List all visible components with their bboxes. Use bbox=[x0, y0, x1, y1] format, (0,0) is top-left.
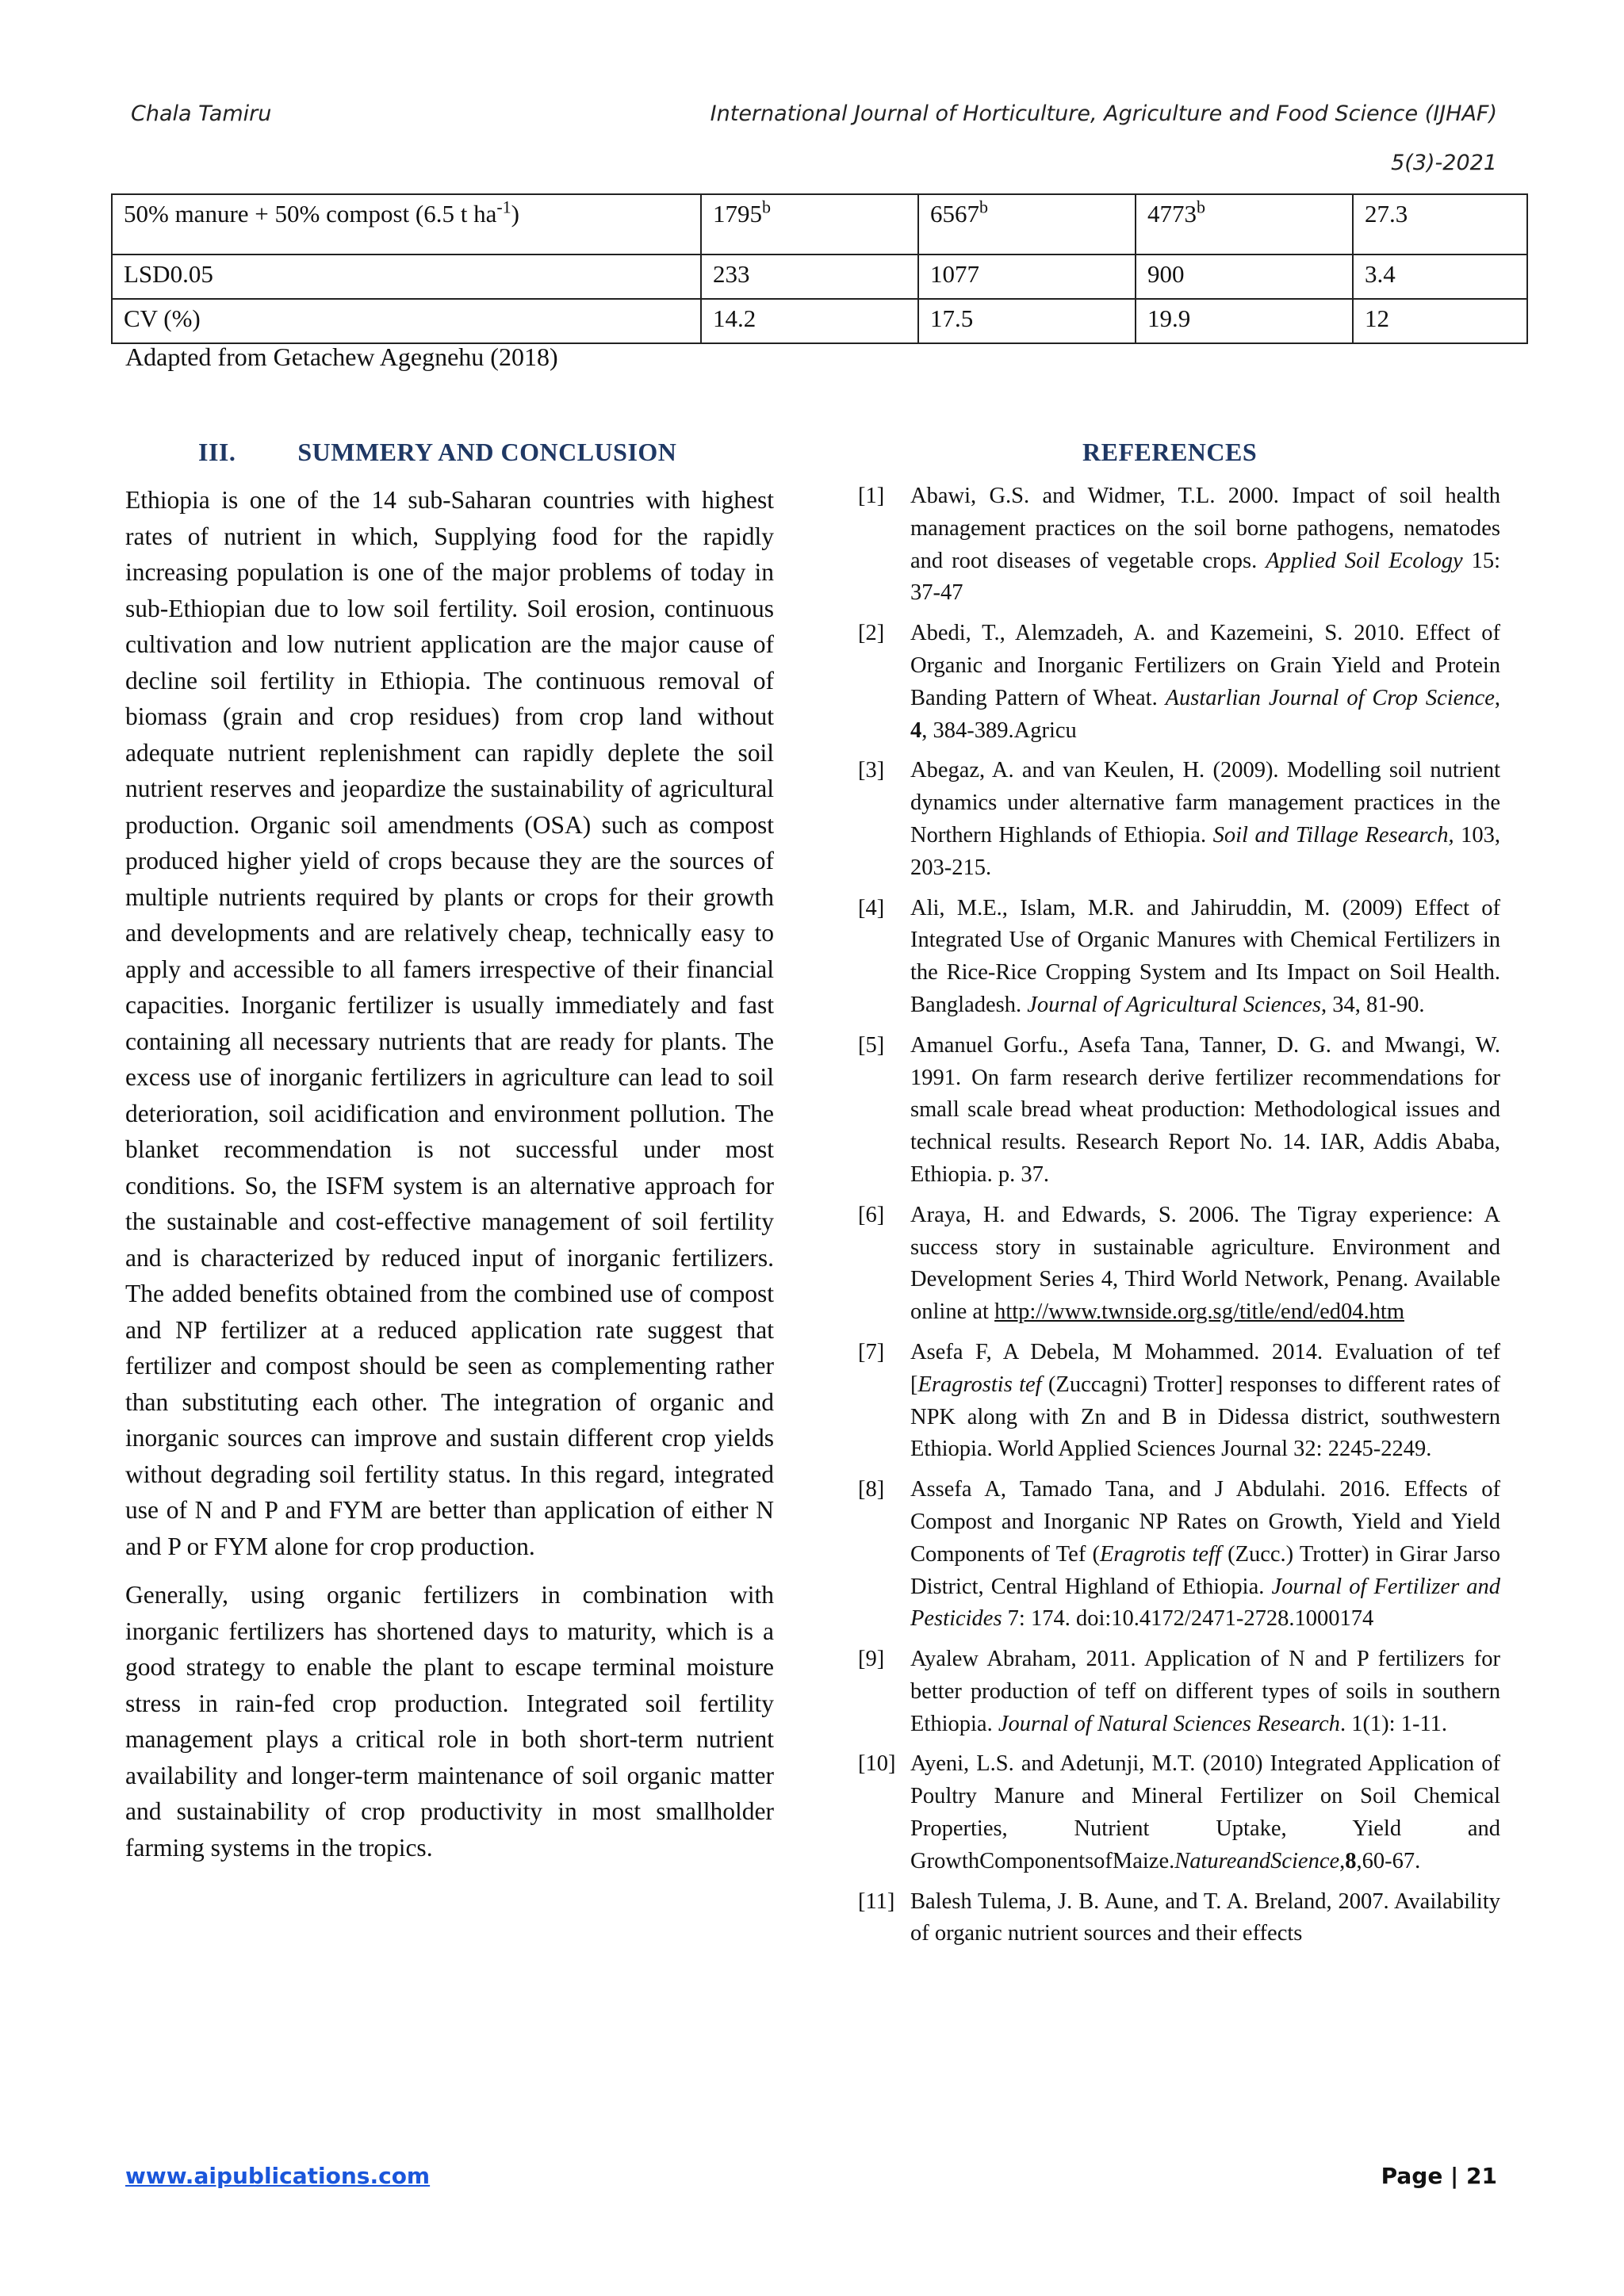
table-cell: 12 bbox=[1353, 299, 1527, 343]
reference-text: Ayeni, L.S. and Adetunji, M.T. (2010) Integrated Application of Poultry Manure and Mineral Fertilizer on Soil Chemical Properties, Nutrient Uptake, Yield and GrowthComponentsofMaize. bbox=[910, 1751, 1500, 1873]
table-row bbox=[112, 299, 1527, 343]
reference-item bbox=[858, 618, 1500, 747]
section-heading-references: REFERENCES bbox=[1082, 438, 1258, 466]
reference-text: NatureandScience bbox=[1174, 1848, 1340, 1873]
table-cell: 14.2 bbox=[701, 299, 918, 343]
footer-website-link[interactable]: www.aipublications.com bbox=[125, 2163, 431, 2189]
summary-body bbox=[125, 482, 774, 1878]
reference-text: (Zuccagni) Trotter] responses to different rates of NPK along with Zn and B in Didessa district, southwestern Ethiopia. World Applied Sciences Journal 32: 2245-2249. bbox=[910, 1372, 1500, 1462]
running-header-journal: International Journal of Horticulture, Agriculture and Food Science (IJHAF) bbox=[710, 101, 1497, 126]
reference-text: Abegaz, A. and van Keulen, H. (2009). Modelling soil nutrient dynamics under alternative farm management practices in the Northern Highlands of Ethiopia. bbox=[910, 758, 1500, 848]
table-cell: 27.3 bbox=[1353, 194, 1527, 254]
reference-text: , bbox=[1494, 685, 1500, 710]
body-paragraph: Generally, using organic fertilizers in combination with inorganic fertilizers has shortened days to maturity, which is a good strategy to enable the plant to escape terminal moisture stress in rain-fed crop production. Integrated soil fertility management plays a critical role in both short-term nutrient availability and longer-term maintenance of soil organic matter and sustainability of crop productivity in most smallholder farming systems in the tropics. bbox=[125, 1581, 774, 1862]
section-heading-summary bbox=[198, 438, 676, 467]
reference-text: Austarlian Journal of Crop Science bbox=[1165, 685, 1495, 710]
reference-text: Applied Soil Ecology bbox=[1266, 548, 1463, 573]
table-cell: 6567$^b$ bbox=[918, 194, 1136, 254]
reference-item bbox=[858, 1030, 1500, 1192]
reference-item bbox=[858, 1886, 1500, 1951]
table-cell: LSD0.05 bbox=[112, 254, 701, 299]
reference-number: [8] bbox=[858, 1477, 885, 1502]
table-cell: 3.4 bbox=[1353, 254, 1527, 299]
reference-text: Ayalew Abraham, 2011. Application of N and P fertilizers for better production of teff on different types of soils in southern Ethiopia. bbox=[910, 1647, 1500, 1736]
reference-text: 103, 203-215. bbox=[910, 822, 1500, 880]
table-cell: 1077 bbox=[918, 254, 1136, 299]
table-row bbox=[112, 254, 1527, 299]
results-table bbox=[111, 193, 1528, 344]
reference-text: Soil and Tillage Research, bbox=[1212, 822, 1454, 848]
reference-text: , 384-389.Agricu bbox=[921, 718, 1077, 743]
table-cell: 50% manure + 50% compost (6.5 t $ha^{-1}$) bbox=[112, 194, 701, 254]
table-cell: 233 bbox=[701, 254, 918, 299]
reference-number: [11] bbox=[858, 1888, 895, 1914]
table-cell: 17.5 bbox=[918, 299, 1136, 343]
reference-text: Ali, M.E., Islam, M.R. and Jahiruddin, M. (2009) Effect of Integrated Use of Organic Manures with Chemical Fertilizers in the Rice-Rice Cropping System and Its Impact on Soil Health. Bangladesh. bbox=[910, 895, 1500, 1017]
reference-item bbox=[858, 1200, 1500, 1329]
reference-text: Journal of Natural Sciences Research bbox=[998, 1711, 1340, 1736]
reference-text: Balesh Tulema, J. B. Aune, and T. A. Breland, 2007. Availability of organic nutrient sources and their effects bbox=[910, 1888, 1500, 1946]
reference-number: [2] bbox=[858, 621, 885, 646]
table-cell: 900 bbox=[1136, 254, 1353, 299]
reference-item bbox=[858, 755, 1500, 884]
reference-text: 7: 174. doi:10.4172/2471-2728.1000174 bbox=[1002, 1606, 1374, 1632]
reference-text: Abedi, T., Alemzadeh, A. and Kazemeini, S. 2010. Effect of Organic and Inorganic Fertilizers on Grain Yield and Protein Banding Pattern of Wheat. bbox=[910, 621, 1500, 710]
running-header-author: Chala Tamiru bbox=[131, 101, 272, 126]
reference-link[interactable]: http://www.twnside.org.sg/title/end/ed04.htm bbox=[994, 1299, 1404, 1325]
reference-text: Eragrotis teff bbox=[1100, 1541, 1221, 1567]
reference-item bbox=[858, 1644, 1500, 1740]
reference-text: ,60-67. bbox=[1356, 1848, 1421, 1873]
reference-number: [10] bbox=[858, 1751, 896, 1777]
reference-number: [6] bbox=[858, 1202, 885, 1227]
reference-text: 4 bbox=[910, 718, 922, 743]
reference-item bbox=[858, 480, 1500, 610]
reference-text: , 34, 81-90. bbox=[1320, 992, 1425, 1017]
reference-number: [4] bbox=[858, 895, 885, 920]
table-source-note: Adapted from Getachew Agegnehu (2018) bbox=[125, 342, 558, 371]
reference-number: [5] bbox=[858, 1032, 885, 1058]
reference-item bbox=[858, 1474, 1500, 1636]
reference-item bbox=[858, 1337, 1500, 1466]
reference-text: , bbox=[1339, 1848, 1346, 1873]
reference-text: . 1(1): 1-11. bbox=[1339, 1711, 1448, 1736]
reference-text: Journal of Agricultural Sciences bbox=[1027, 992, 1321, 1017]
reference-text: Eragrostis tef bbox=[917, 1372, 1042, 1397]
reference-list bbox=[858, 480, 1500, 1958]
reference-number: [7] bbox=[858, 1339, 885, 1364]
table-cell: 19.9 bbox=[1136, 299, 1353, 343]
reference-item bbox=[858, 1748, 1500, 1877]
table-cell: 4773$^b$ bbox=[1136, 194, 1353, 254]
reference-text: Asefa F, A Debela, M Mohammed. 2014. Evaluation of tef [ bbox=[910, 1339, 1500, 1397]
reference-text: Abawi, G.S. and Widmer, T.L. 2000. Impact of soil health management practices on the soil borne pathogens, nematodes and root diseases of vegetable crops. bbox=[910, 484, 1500, 573]
reference-item bbox=[858, 893, 1500, 1022]
reference-text: 15: 37-47 bbox=[910, 548, 1501, 606]
reference-text: Amanuel Gorfu., Asefa Tana, Tanner, D. G. and Mwangi, W. 1991. On farm research derive fertilizer recommendations for small scale bread wheat production: Methodological issues and technical results. Research Report No. 14. IAR, Addis Ababa, Ethiopia. p. 37. bbox=[910, 1032, 1500, 1187]
table-cell: 1795$^b$ bbox=[701, 194, 918, 254]
reference-number: [9] bbox=[858, 1647, 885, 1672]
reference-text: Assefa A, Tamado Tana, and J Abdulahi. 2016. Effects of Compost and Inorganic NP Rates on Growth, Yield and Yield Components of Tef ( bbox=[910, 1477, 1500, 1567]
body-paragraph: Ethiopia is one of the 14 sub-Saharan countries with highest rates of nutrient in which, Supplying food for the rapidly increasing population is one of the major problems of today in sub-Ethiopian due to low soil fertility. Soil erosion, continuous cultivation and low nutrient application are the major cause of decline soil fertility in Ethiopia. The continuous removal of biomass (grain and crop residues) from crop land without adequate nutrient replenishment can rapidly deplete the soil nutrient reserves and jeopardize the sustainability of agricultural production. Organic soil amendments (OSA) such as compost produced higher yield of crops because they are the sources of multiple nutrients required by plants or crops for their growth and developments and are relatively cheap, technically easy to apply and accessible to all famers irrespective of their financial capacities. Inorganic fertilizer is usually immediately and fast containing all necessary nutrients that are ready for plants. The excess use of inorganic fertilizers in agriculture can lead to soil deterioration, soil acidification and environment pollution. The blanket recommendation is not successful under most conditions. So, the ISFM system is an alternative approach for the sustainable and cost-effective management of soil fertility and is characterized by reduced input of inorganic fertilizers. The added benefits obtained from the combined use of compost and NP fertilizer at a reduced application rate suggest that fertilizer and compost should be seen as complementing rather than substituting each other. The integration of organic and inorganic sources can improve and sustain different crop yields without degrading soil fertility status. In this regard, integrated use of N and P and FYM are better than application of either N and P or FYM alone for crop production. bbox=[125, 486, 774, 1560]
table-row bbox=[112, 194, 1527, 254]
running-header-issue: 5(3)-2021 bbox=[1391, 151, 1497, 175]
reference-text: Journal of Fertilizer and Pesticides bbox=[910, 1574, 1501, 1632]
reference-number: [1] bbox=[858, 484, 885, 508]
reference-number: [3] bbox=[858, 758, 885, 783]
reference-text: (Zucc.) Trotter) in Girar Jarso District, Central Highland of Ethiopia. bbox=[910, 1541, 1500, 1599]
section-title: SUMMERY AND CONCLUSION bbox=[297, 438, 677, 466]
table-cell: CV (%) bbox=[112, 299, 701, 343]
section-number: III. bbox=[198, 438, 236, 466]
reference-text: Araya, H. and Edwards, S. 2006. The Tigray experience: A success story in sustainable agriculture. Environment and Development Series 4, Third World Network, Penang. Available online at bbox=[910, 1202, 1500, 1325]
footer-page-number: Page | 21 bbox=[1381, 2163, 1497, 2189]
reference-text: 8 bbox=[1345, 1848, 1357, 1873]
